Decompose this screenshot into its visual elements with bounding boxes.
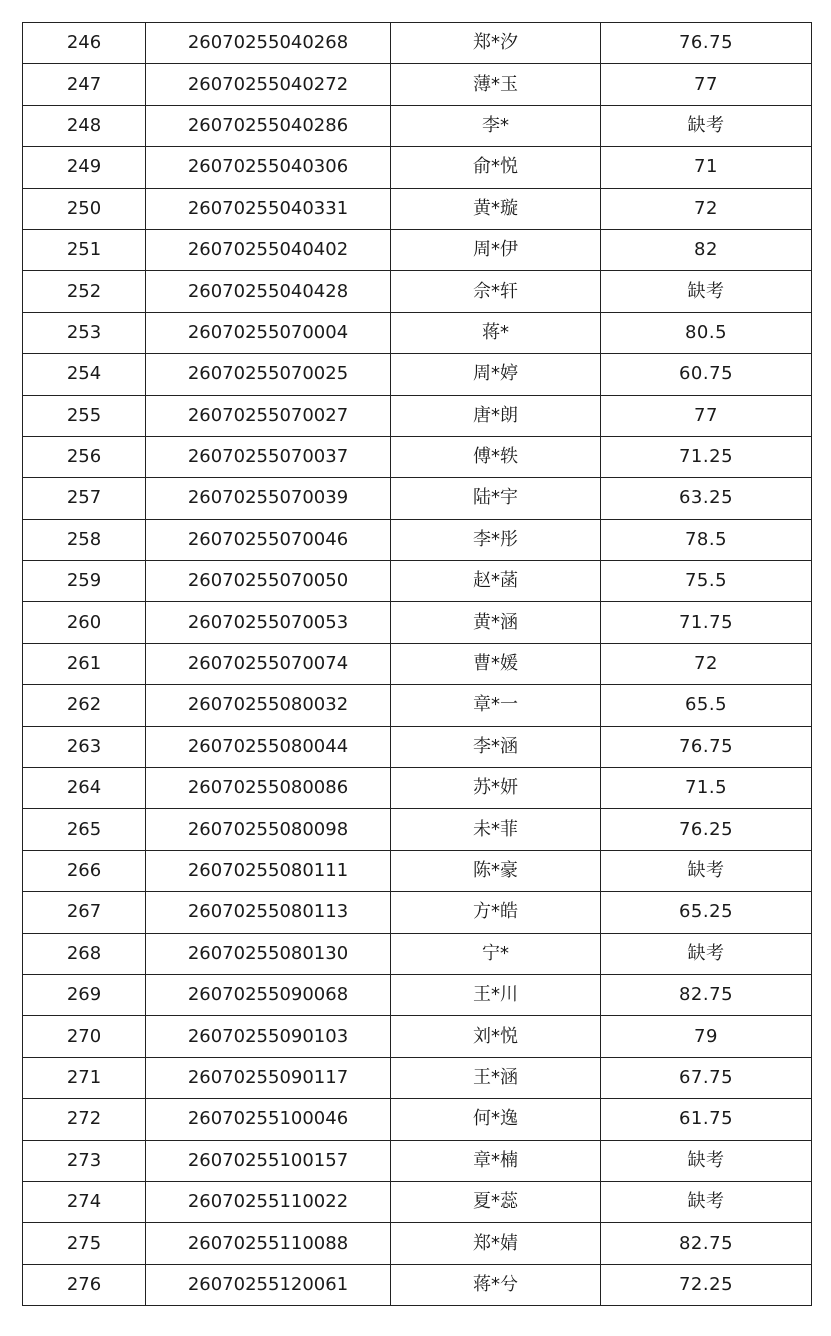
- score-table: [22, 22, 812, 1306]
- score-cell: 72: [601, 188, 812, 229]
- name-cell: 夏*蕊: [391, 1181, 601, 1222]
- score-cell: 76.75: [601, 726, 812, 767]
- name-cell: 郑*婧: [391, 1223, 601, 1264]
- seq-cell: 271: [23, 1057, 146, 1098]
- exam-id-cell: 26070255080130: [146, 933, 391, 974]
- seq-cell: 275: [23, 1223, 146, 1264]
- exam-id-cell: 26070255070050: [146, 561, 391, 602]
- exam-id-cell: 26070255040402: [146, 229, 391, 270]
- seq-cell: 256: [23, 436, 146, 477]
- exam-id-cell: 26070255040306: [146, 147, 391, 188]
- score-cell: 71.5: [601, 768, 812, 809]
- score-cell: 72: [601, 643, 812, 684]
- table-row: [23, 188, 812, 229]
- exam-id-cell: 26070255100046: [146, 1099, 391, 1140]
- name-cell: 曹*媛: [391, 643, 601, 684]
- seq-cell: 254: [23, 354, 146, 395]
- seq-cell: 265: [23, 809, 146, 850]
- name-cell: 方*皓: [391, 892, 601, 933]
- table-row: [23, 1264, 812, 1305]
- score-cell: 缺考: [601, 271, 812, 312]
- name-cell: 苏*妍: [391, 768, 601, 809]
- seq-cell: 255: [23, 395, 146, 436]
- seq-cell: 264: [23, 768, 146, 809]
- table-row: [23, 354, 812, 395]
- exam-id-cell: 26070255110088: [146, 1223, 391, 1264]
- table-row: [23, 1099, 812, 1140]
- score-cell: 缺考: [601, 933, 812, 974]
- score-cell: 76.75: [601, 23, 812, 64]
- exam-id-cell: 26070255080032: [146, 685, 391, 726]
- name-cell: 王*川: [391, 974, 601, 1015]
- table-row: [23, 1057, 812, 1098]
- name-cell: 黄*璇: [391, 188, 601, 229]
- score-cell: 65.25: [601, 892, 812, 933]
- table-row: [23, 64, 812, 105]
- seq-cell: 262: [23, 685, 146, 726]
- exam-id-cell: 26070255040428: [146, 271, 391, 312]
- seq-cell: 258: [23, 519, 146, 560]
- score-cell: 缺考: [601, 1181, 812, 1222]
- name-cell: 宁*: [391, 933, 601, 974]
- name-cell: 蒋*: [391, 312, 601, 353]
- score-cell: 76.25: [601, 809, 812, 850]
- table-row: [23, 809, 812, 850]
- seq-cell: 266: [23, 850, 146, 891]
- exam-id-cell: 26070255090068: [146, 974, 391, 1015]
- table-row: [23, 436, 812, 477]
- score-cell: 缺考: [601, 105, 812, 146]
- name-cell: 李*: [391, 105, 601, 146]
- exam-id-cell: 26070255080113: [146, 892, 391, 933]
- table-row: [23, 1140, 812, 1181]
- table-row: [23, 850, 812, 891]
- score-cell: 60.75: [601, 354, 812, 395]
- name-cell: 周*婷: [391, 354, 601, 395]
- seq-cell: 249: [23, 147, 146, 188]
- name-cell: 章*一: [391, 685, 601, 726]
- exam-id-cell: 26070255070074: [146, 643, 391, 684]
- name-cell: 未*菲: [391, 809, 601, 850]
- exam-id-cell: 26070255070027: [146, 395, 391, 436]
- exam-id-cell: 26070255070039: [146, 478, 391, 519]
- score-cell: 71: [601, 147, 812, 188]
- seq-cell: 268: [23, 933, 146, 974]
- score-cell: 71.75: [601, 602, 812, 643]
- exam-id-cell: 26070255090117: [146, 1057, 391, 1098]
- table-row: [23, 229, 812, 270]
- seq-cell: 253: [23, 312, 146, 353]
- table-row: [23, 147, 812, 188]
- name-cell: 佘*轩: [391, 271, 601, 312]
- seq-cell: 263: [23, 726, 146, 767]
- table-row: [23, 1016, 812, 1057]
- score-cell: 缺考: [601, 1140, 812, 1181]
- seq-cell: 276: [23, 1264, 146, 1305]
- seq-cell: 250: [23, 188, 146, 229]
- table-row: [23, 561, 812, 602]
- name-cell: 李*彤: [391, 519, 601, 560]
- table-row: [23, 726, 812, 767]
- score-cell: 缺考: [601, 850, 812, 891]
- score-cell: 63.25: [601, 478, 812, 519]
- table-row: [23, 519, 812, 560]
- table-row: [23, 1223, 812, 1264]
- name-cell: 唐*朗: [391, 395, 601, 436]
- exam-id-cell: 26070255070046: [146, 519, 391, 560]
- exam-id-cell: 26070255070004: [146, 312, 391, 353]
- seq-cell: 260: [23, 602, 146, 643]
- exam-id-cell: 26070255080111: [146, 850, 391, 891]
- name-cell: 刘*悦: [391, 1016, 601, 1057]
- table-row: [23, 685, 812, 726]
- table-row: [23, 768, 812, 809]
- name-cell: 黄*涵: [391, 602, 601, 643]
- score-cell: 82: [601, 229, 812, 270]
- name-cell: 陆*宇: [391, 478, 601, 519]
- seq-cell: 267: [23, 892, 146, 933]
- seq-cell: 247: [23, 64, 146, 105]
- score-cell: 71.25: [601, 436, 812, 477]
- name-cell: 傅*轶: [391, 436, 601, 477]
- seq-cell: 273: [23, 1140, 146, 1181]
- seq-cell: 270: [23, 1016, 146, 1057]
- name-cell: 章*楠: [391, 1140, 601, 1181]
- name-cell: 俞*悦: [391, 147, 601, 188]
- exam-id-cell: 26070255040272: [146, 64, 391, 105]
- exam-id-cell: 26070255080098: [146, 809, 391, 850]
- exam-id-cell: 26070255070025: [146, 354, 391, 395]
- score-cell: 61.75: [601, 1099, 812, 1140]
- exam-id-cell: 26070255040268: [146, 23, 391, 64]
- exam-id-cell: 26070255040331: [146, 188, 391, 229]
- table-row: [23, 643, 812, 684]
- table-row: [23, 892, 812, 933]
- seq-cell: 269: [23, 974, 146, 1015]
- table-row: [23, 478, 812, 519]
- score-cell: 77: [601, 395, 812, 436]
- name-cell: 蒋*兮: [391, 1264, 601, 1305]
- table-row: [23, 312, 812, 353]
- exam-id-cell: 26070255120061: [146, 1264, 391, 1305]
- seq-cell: 252: [23, 271, 146, 312]
- score-cell: 78.5: [601, 519, 812, 560]
- table-row: [23, 602, 812, 643]
- seq-cell: 259: [23, 561, 146, 602]
- name-cell: 王*涵: [391, 1057, 601, 1098]
- table-row: [23, 395, 812, 436]
- name-cell: 郑*汐: [391, 23, 601, 64]
- score-cell: 80.5: [601, 312, 812, 353]
- seq-cell: 248: [23, 105, 146, 146]
- exam-id-cell: 26070255070037: [146, 436, 391, 477]
- table-row: [23, 105, 812, 146]
- seq-cell: 272: [23, 1099, 146, 1140]
- exam-id-cell: 26070255110022: [146, 1181, 391, 1222]
- name-cell: 陈*豪: [391, 850, 601, 891]
- table-row: [23, 933, 812, 974]
- exam-id-cell: 26070255100157: [146, 1140, 391, 1181]
- name-cell: 周*伊: [391, 229, 601, 270]
- seq-cell: 257: [23, 478, 146, 519]
- seq-cell: 274: [23, 1181, 146, 1222]
- table-row: [23, 271, 812, 312]
- exam-id-cell: 26070255080086: [146, 768, 391, 809]
- score-cell: 77: [601, 64, 812, 105]
- name-cell: 赵*菡: [391, 561, 601, 602]
- table-row: [23, 1181, 812, 1222]
- table-row: [23, 23, 812, 64]
- seq-cell: 261: [23, 643, 146, 684]
- score-cell: 82.75: [601, 974, 812, 1015]
- table-body: [23, 23, 812, 1306]
- exam-id-cell: 26070255040286: [146, 105, 391, 146]
- table-row: [23, 974, 812, 1015]
- seq-cell: 251: [23, 229, 146, 270]
- seq-cell: 246: [23, 23, 146, 64]
- name-cell: 何*逸: [391, 1099, 601, 1140]
- exam-id-cell: 26070255080044: [146, 726, 391, 767]
- name-cell: 薄*玉: [391, 64, 601, 105]
- score-cell: 75.5: [601, 561, 812, 602]
- name-cell: 李*涵: [391, 726, 601, 767]
- score-cell: 72.25: [601, 1264, 812, 1305]
- score-cell: 82.75: [601, 1223, 812, 1264]
- exam-id-cell: 26070255070053: [146, 602, 391, 643]
- exam-id-cell: 26070255090103: [146, 1016, 391, 1057]
- score-cell: 67.75: [601, 1057, 812, 1098]
- score-cell: 79: [601, 1016, 812, 1057]
- score-cell: 65.5: [601, 685, 812, 726]
